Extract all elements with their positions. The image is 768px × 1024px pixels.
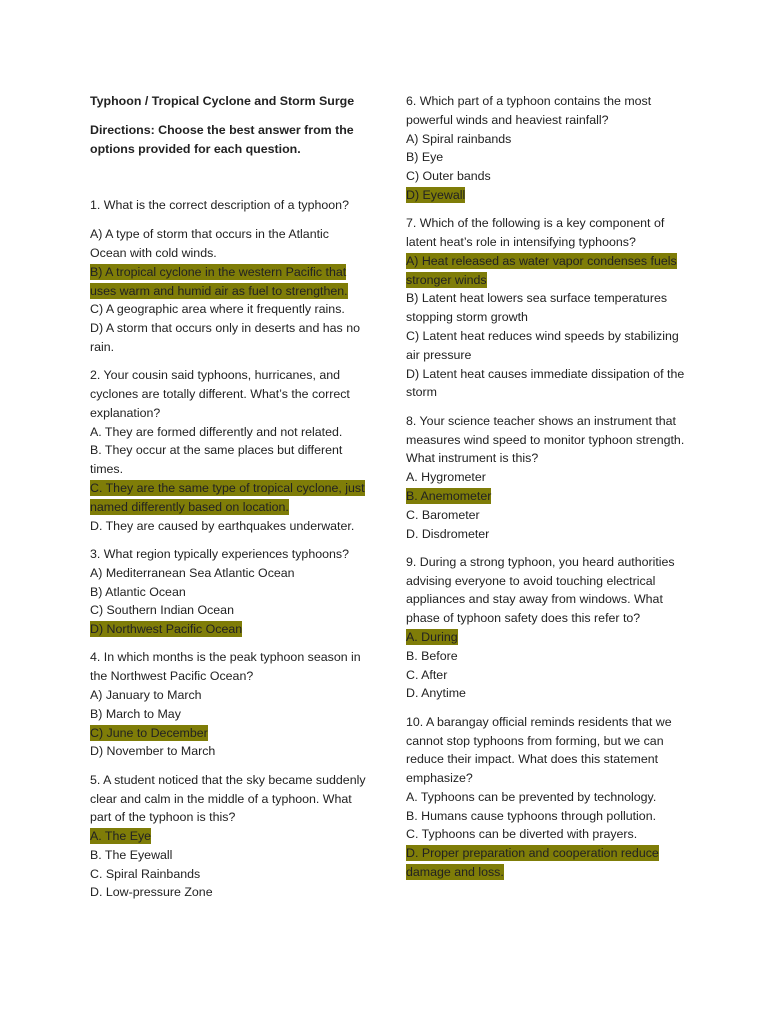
- answer-option: [406, 148, 688, 167]
- option-text: B. Before: [406, 648, 458, 663]
- question-9: [406, 553, 688, 703]
- answer-option: [90, 319, 368, 357]
- question-stem: 4. In which months is the peak typhoon season in the Northwest Pacific Ocean?: [90, 650, 361, 684]
- answer-option: [406, 684, 688, 703]
- question-stem: 2. Your cousin said typhoons, hurricanes, and cyclones are totally different. What’s the correct explanation?: [90, 368, 350, 420]
- option-text: C) A geographic area where it frequently rains.: [90, 302, 345, 317]
- answer-option: [406, 506, 688, 525]
- question-4: [90, 648, 368, 761]
- option-text: D) Northwest Pacific Ocean: [90, 622, 243, 637]
- option-text: B) A tropical cyclone in the western Pacific that uses warm and humid air as fuel to strengthen.: [90, 264, 348, 298]
- answer-option: [90, 705, 368, 724]
- option-text: D. Proper preparation and cooperation reduce damage and loss.: [406, 846, 659, 880]
- option-text: B. Anemometer: [406, 488, 492, 503]
- question-2: [90, 366, 368, 535]
- option-text: D. They are caused by earthquakes underwater.: [90, 518, 355, 533]
- answer-option: [90, 601, 368, 620]
- question-stem: 1. What is the correct description of a typhoon?: [90, 198, 349, 213]
- question-stem: 3. What region typically experiences typhoons?: [90, 546, 349, 561]
- answer-option: [90, 517, 368, 536]
- option-text: D) A storm that occurs only in deserts and has no rain.: [90, 321, 360, 354]
- option-text: D. Disdrometer: [406, 526, 490, 541]
- question-5: [90, 771, 368, 903]
- option-text: A) Spiral rainbands: [406, 131, 512, 146]
- answer-option: [406, 167, 688, 186]
- answer-option: [90, 846, 368, 865]
- answer-option: [406, 825, 688, 844]
- question-stem: 7. Which of the following is a key component of latent heat’s role in intensifying typhoons?: [406, 216, 665, 250]
- answer-option: [406, 788, 688, 807]
- option-text: A) January to March: [90, 688, 202, 703]
- option-text: D) Eyewall: [406, 187, 466, 202]
- answer-option-highlighted: [90, 724, 368, 743]
- option-text: A. During: [406, 630, 458, 645]
- option-text: D) November to March: [90, 744, 216, 759]
- question-stem: 6. Which part of a typhoon contains the most powerful winds and heaviest rainfall?: [406, 94, 652, 127]
- option-text: A) Mediterranean Sea Atlantic Ocean: [90, 565, 295, 580]
- option-text: A. Hygrometer: [406, 470, 486, 485]
- question-8: [406, 412, 688, 544]
- answer-option: [406, 365, 688, 403]
- answer-option: [90, 686, 368, 705]
- answer-option: [406, 647, 688, 666]
- option-text: C) Latent heat reduces wind speeds by stabilizing air pressure: [406, 329, 679, 362]
- answer-option: [90, 883, 368, 902]
- question-stem: 5. A student noticed that the sky became suddenly clear and calm in the middle of a typhoon. What part of the typhoon is this?: [90, 772, 366, 825]
- option-text: B) Latent heat lowers sea surface temperatures stopping storm growth: [406, 291, 668, 325]
- option-text: C) Outer bands: [406, 169, 491, 184]
- answer-option: [406, 468, 688, 487]
- answer-option: [406, 327, 688, 365]
- option-text: C. Barometer: [406, 507, 480, 522]
- option-text: B) Atlantic Ocean: [90, 584, 186, 599]
- answer-option: [90, 865, 368, 884]
- directions: Directions: Choose the best answer from the options provided for each question.: [90, 122, 354, 156]
- answer-option-highlighted: [90, 263, 368, 301]
- question-6: [406, 92, 688, 205]
- option-text: C. Spiral Rainbands: [90, 866, 201, 881]
- answer-option-highlighted: [406, 252, 688, 290]
- option-text: A) A type of storm that occurs in the Atlantic Ocean with cold winds.: [90, 227, 329, 260]
- option-text: A. Typhoons can be prevented by technology.: [406, 789, 657, 804]
- question-stem: 10. A barangay official reminds residents that we cannot stop typhoons from forming, but we can reduce their impact. What does this statement emphasize?: [406, 714, 672, 786]
- left-column: [90, 92, 368, 912]
- answer-option: [90, 583, 368, 602]
- question-1: [90, 196, 368, 356]
- answer-option: [90, 300, 368, 319]
- option-text: B. The Eyewall: [90, 847, 173, 862]
- option-text: C. They are the same type of tropical cyclone, just named differently based on location.: [90, 481, 365, 514]
- option-text: B) Eye: [406, 150, 444, 165]
- option-text: D. Low-pressure Zone: [90, 885, 213, 900]
- answer-option: [406, 666, 688, 685]
- answer-option-highlighted: [406, 186, 688, 205]
- question-3: [90, 545, 368, 639]
- answer-option: [406, 525, 688, 544]
- question-stem: 8. Your science teacher shows an instrument that measures wind speed to monitor typhoon strength. What instrument is this?: [406, 413, 685, 466]
- answer-option: [406, 807, 688, 826]
- question-stem: 9. During a strong typhoon, you heard authorities advising everyone to avoid touching electrical appliances and stay away from windows. What phase of typhoon safety does this refer to?: [406, 554, 675, 626]
- answer-option: [90, 423, 368, 442]
- answer-option: [90, 742, 368, 761]
- answer-option-highlighted: [406, 487, 688, 506]
- option-text: A. They are formed differently and not related.: [90, 424, 343, 439]
- option-text: D) Latent heat causes immediate dissipation of the storm: [406, 366, 685, 400]
- option-text: C. Typhoons can be diverted with prayers.: [406, 827, 638, 842]
- option-text: B) March to May: [90, 706, 181, 721]
- option-text: A. The Eye: [90, 829, 152, 844]
- option-text: B. They occur at the same places but different times.: [90, 443, 343, 477]
- option-text: C. After: [406, 667, 448, 682]
- option-text: B. Humans cause typhoons through pollution.: [406, 808, 657, 823]
- option-text: D. Anytime: [406, 686, 466, 701]
- question-10: [406, 713, 688, 882]
- answer-option-highlighted: [90, 479, 368, 517]
- question-7: [406, 214, 688, 402]
- answer-option-highlighted: [90, 620, 368, 639]
- answer-option: [406, 289, 688, 327]
- answer-option-highlighted: [406, 844, 688, 882]
- answer-option-highlighted: [90, 827, 368, 846]
- answer-option: [90, 564, 368, 583]
- answer-option: [406, 130, 688, 149]
- worksheet-title: Typhoon / Tropical Cyclone and Storm Surge: [90, 94, 355, 108]
- option-text: C) Southern Indian Ocean: [90, 603, 234, 618]
- option-text: C) June to December: [90, 725, 208, 740]
- right-column: [406, 92, 688, 891]
- answer-option: [90, 441, 368, 479]
- answer-option-highlighted: [406, 628, 688, 647]
- answer-option: [90, 225, 368, 263]
- option-text: A) Heat released as water vapor condenses fuels stronger winds: [406, 253, 677, 287]
